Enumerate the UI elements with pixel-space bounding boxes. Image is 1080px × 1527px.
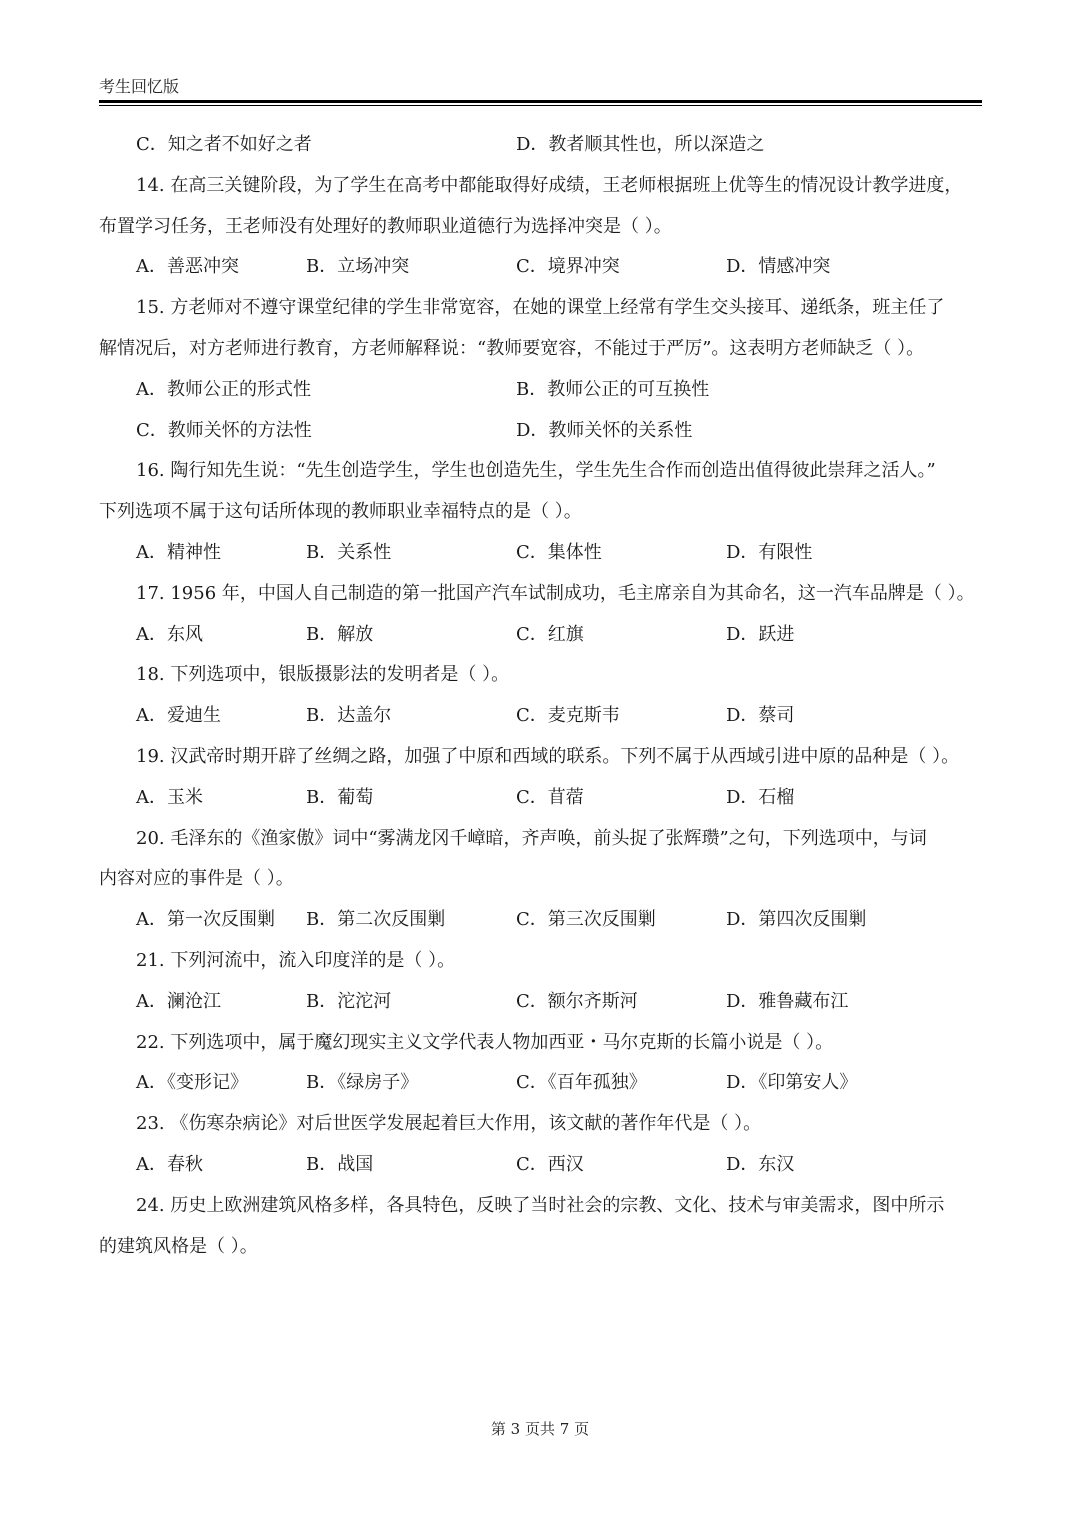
question-stem: 21. 下列河流中，流入印度洋的是（ ）。: [136, 949, 456, 971]
options-row: [99, 370, 982, 411]
answer-option: C．苜蓿: [516, 786, 584, 808]
answer-option: A．春秋: [136, 1153, 203, 1175]
header-rule-thick: [99, 100, 982, 103]
answer-option: C．红旗: [516, 623, 584, 645]
question-stem: 17. 1956 年，中国人自己制造的第一批国产汽车试制成功，毛主席亲自为其命名，这一汽车品牌是（ ）。: [136, 582, 975, 604]
options-row: [99, 411, 982, 452]
answer-option: D．石榴: [726, 786, 795, 808]
header-rule-thin: [99, 105, 982, 106]
question-stem: 18. 下列选项中，银版摄影法的发明者是（ ）。: [136, 664, 510, 686]
page-header: [99, 76, 982, 106]
question-stem: 20. 毛泽东的《渔家傲》词中“雾满龙冈千嶂暗，齐声唤，前头捉了张辉瓒”之句，下列选项中，与词: [136, 827, 927, 849]
answer-option: C．额尔齐斯河: [516, 990, 638, 1012]
question-stem: 15. 方老师对不遵守课堂纪律的学生非常宽容，在她的课堂上经常有学生交头接耳、递纸条，班主任了: [136, 297, 945, 319]
answer-option: D．《印第安人》: [726, 1072, 858, 1094]
options-row: [99, 125, 982, 166]
header-title: 考生回忆版: [99, 77, 180, 96]
question-stem: 19. 汉武帝时期开辟了丝绸之路，加强了中原和西域的联系。下列不属于从西域引进中原的品种是（ ）。: [136, 745, 960, 767]
options-row: [99, 615, 982, 656]
question-stem: 22. 下列选项中，属于魔幻现实主义文学代表人物加西亚・马尔克斯的长篇小说是（ ）。: [136, 1031, 834, 1053]
options-row: [99, 778, 982, 819]
question-stem-continued: 的建筑风格是（ ）。: [99, 1235, 258, 1257]
answer-option: A．精神性: [136, 541, 221, 563]
answer-option: B．《绿房子》: [306, 1072, 419, 1094]
answer-option: D．东汉: [726, 1153, 795, 1175]
answer-option: D．教师关怀的关系性: [516, 419, 693, 441]
answer-option: A．爱迪生: [136, 705, 221, 727]
answer-option: B．教师公正的可互换性: [516, 378, 710, 400]
answer-option: D．情感冲突: [726, 256, 831, 278]
options-row: [99, 247, 982, 288]
answer-option: B．葡萄: [306, 786, 374, 808]
answer-option: C．教师关怀的方法性: [136, 419, 312, 441]
answer-option: B．解放: [306, 623, 374, 645]
answer-option: C．西汉: [516, 1153, 584, 1175]
question-stem-continued: 内容对应的事件是（ ）。: [99, 868, 294, 890]
answer-option: C．境界冲突: [516, 256, 620, 278]
answer-option: B．达盖尔: [306, 705, 392, 727]
answer-option: D．雅鲁藏布江: [726, 990, 849, 1012]
answer-option: A．善恶冲突: [136, 256, 239, 278]
question-stem: 23. 《伤寒杂病论》对后世医学发展起着巨大作用，该文献的著作年代是（ ）。: [136, 1113, 762, 1135]
options-row: [99, 533, 982, 574]
options-row: [99, 900, 982, 941]
answer-option: A．澜沧江: [136, 990, 221, 1012]
answer-option: C．《百年孤独》: [516, 1072, 647, 1094]
answer-option: B．战国: [306, 1153, 374, 1175]
answer-option: A．东风: [136, 623, 203, 645]
question-stem: 14. 在高三关键阶段，为了学生在高考中都能取得好成绩，王老师根据班上优等生的情况设计教学进度，: [136, 174, 963, 196]
answer-option: A．玉米: [136, 786, 203, 808]
answer-option: B．第二次反围剿: [306, 909, 446, 931]
page-number: 第 3 页共 7 页: [490, 1420, 590, 1438]
answer-option: D．跃进: [726, 623, 795, 645]
answer-option: C．麦克斯韦: [516, 705, 620, 727]
answer-option: D．有限性: [726, 541, 813, 563]
answer-option: A．教师公正的形式性: [136, 378, 311, 400]
question-stem: 16. 陶行知先生说：“先生创造学生，学生也创造先生，学生先生合作而创造出值得彼此崇拜之活人。”: [136, 460, 936, 482]
options-row: [99, 1063, 982, 1104]
question-stem-continued: 下列选项不属于这句话所体现的教师职业幸福特点的是（ ）。: [99, 501, 582, 523]
answer-option: B．立场冲突: [306, 256, 410, 278]
answer-option: C．集体性: [516, 541, 602, 563]
question-stem: 24. 历史上欧洲建筑风格多样，各具特色，反映了当时社会的宗教、文化、技术与审美需求，图中所示: [136, 1194, 945, 1216]
answer-option: B．沱沱河: [306, 990, 392, 1012]
options-row: [99, 982, 982, 1023]
answer-option: D．教者顺其性也，所以深造之: [516, 134, 765, 155]
answer-option: A．第一次反围剿: [136, 909, 275, 931]
question-stem-continued: 布置学习任务，王老师没有处理好的教师职业道德行为选择冲突是（ ）。: [99, 215, 672, 237]
options-row: [99, 1145, 982, 1186]
exam-content: [99, 125, 982, 1267]
options-row: [99, 696, 982, 737]
answer-option: C．第三次反围剿: [516, 909, 656, 931]
answer-option: B．关系性: [306, 541, 392, 563]
answer-option: A．《变形记》: [136, 1072, 248, 1094]
answer-option: C．知之者不如好之者: [136, 134, 312, 155]
answer-option: D．蔡司: [726, 705, 795, 727]
answer-option: D．第四次反围剿: [726, 909, 867, 931]
question-stem-continued: 解情况后，对方老师进行教育，方老师解释说：“教师要宽容，不能过于严厉”。这表明方老师缺乏（ ）。: [99, 337, 925, 359]
